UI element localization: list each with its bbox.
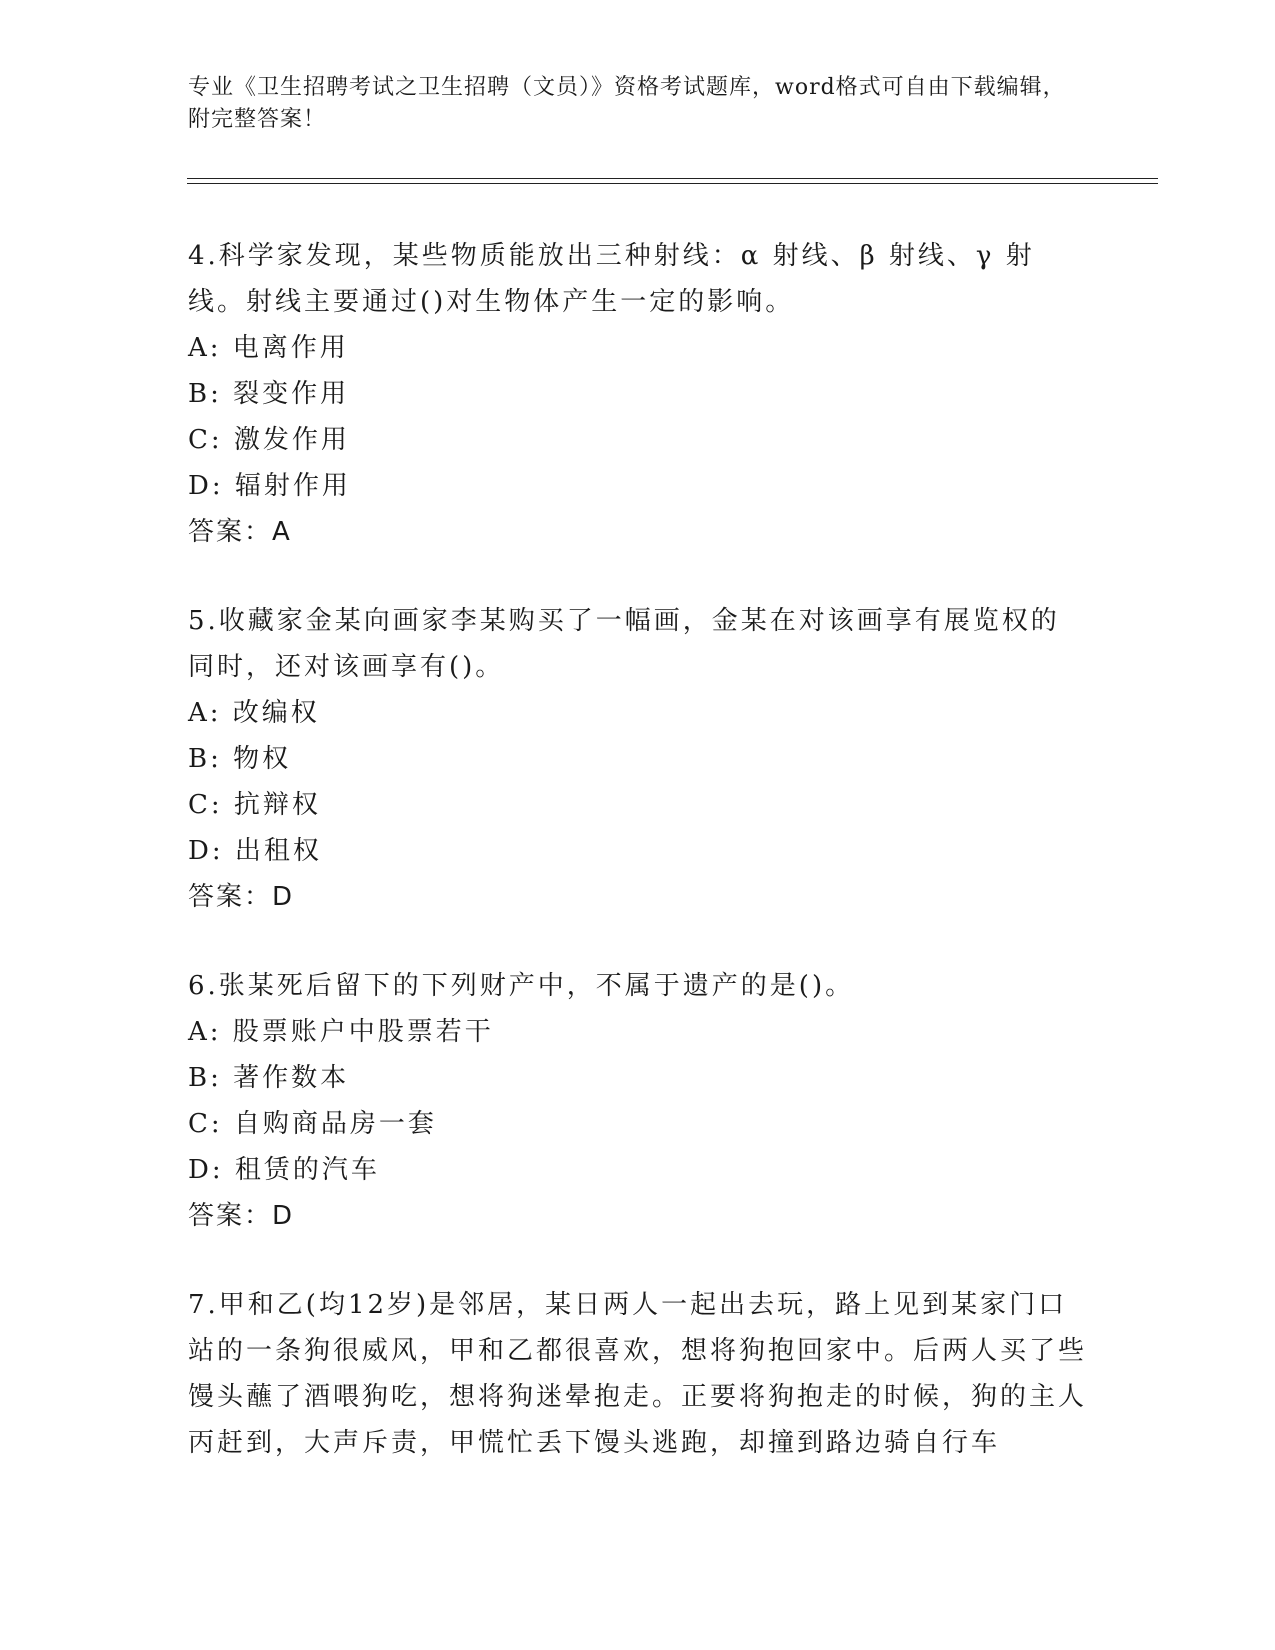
option-a: A: 改编权 [188, 698, 320, 728]
option-b: B: 裂变作用 [188, 379, 350, 409]
answer-line: 答案：D [188, 1201, 295, 1231]
answer-line: 答案：A [188, 517, 292, 547]
option-c: C: 自购商品房一套 [188, 1109, 437, 1139]
option-a: A: 股票账户中股票若干 [188, 1017, 494, 1047]
question-stem: 5.收藏家金某向画家李某购买了一幅画，金某在对该画享有展览权的同时，还对该画享有()。 [188, 606, 1060, 682]
question-5 [188, 598, 1088, 920]
header-divider-top [187, 178, 1158, 179]
question-4 [188, 233, 1088, 555]
option-c: C: 抗辩权 [188, 790, 321, 820]
option-b: B: 物权 [188, 744, 292, 774]
question-7 [188, 1282, 1088, 1466]
option-a: A: 电离作用 [188, 333, 349, 363]
option-d: D: 辐射作用 [188, 471, 351, 501]
option-d: D: 出租权 [188, 836, 322, 866]
option-b: B: 著作数本 [188, 1063, 350, 1093]
option-d: D: 租赁的汽车 [188, 1155, 380, 1185]
question-stem: 6.张某死后留下的下列财产中，不属于遗产的是()。 [188, 971, 855, 1001]
question-6 [188, 963, 1088, 1239]
question-stem: 4.科学家发现，某些物质能放出三种射线：α 射线、β 射线、γ 射线。射线主要通过()对生物体产生一定的影响。 [188, 241, 1035, 317]
header-intro: 专业《卫生招聘考试之卫生招聘（文员）》资格考试题库，word格式可自由下载编辑，附完整答案！ [188, 75, 1066, 132]
answer-line: 答案：D [188, 882, 295, 912]
question-stem: 7.甲和乙(均12岁)是邻居，某日两人一起出去玩，路上见到某家门口站的一条狗很威风，甲和乙都很喜欢，想将狗抱回家中。后两人买了些馒头蘸了酒喂狗吃，想将狗迷晕抱走。正要将狗抱走的时候，狗的主人丙赶到，大声斥责，甲慌忙丢下馒头逃跑，却撞到路边骑自行车 [188, 1290, 1088, 1458]
header-divider-bottom [187, 183, 1158, 184]
option-c: C: 激发作用 [188, 425, 350, 455]
